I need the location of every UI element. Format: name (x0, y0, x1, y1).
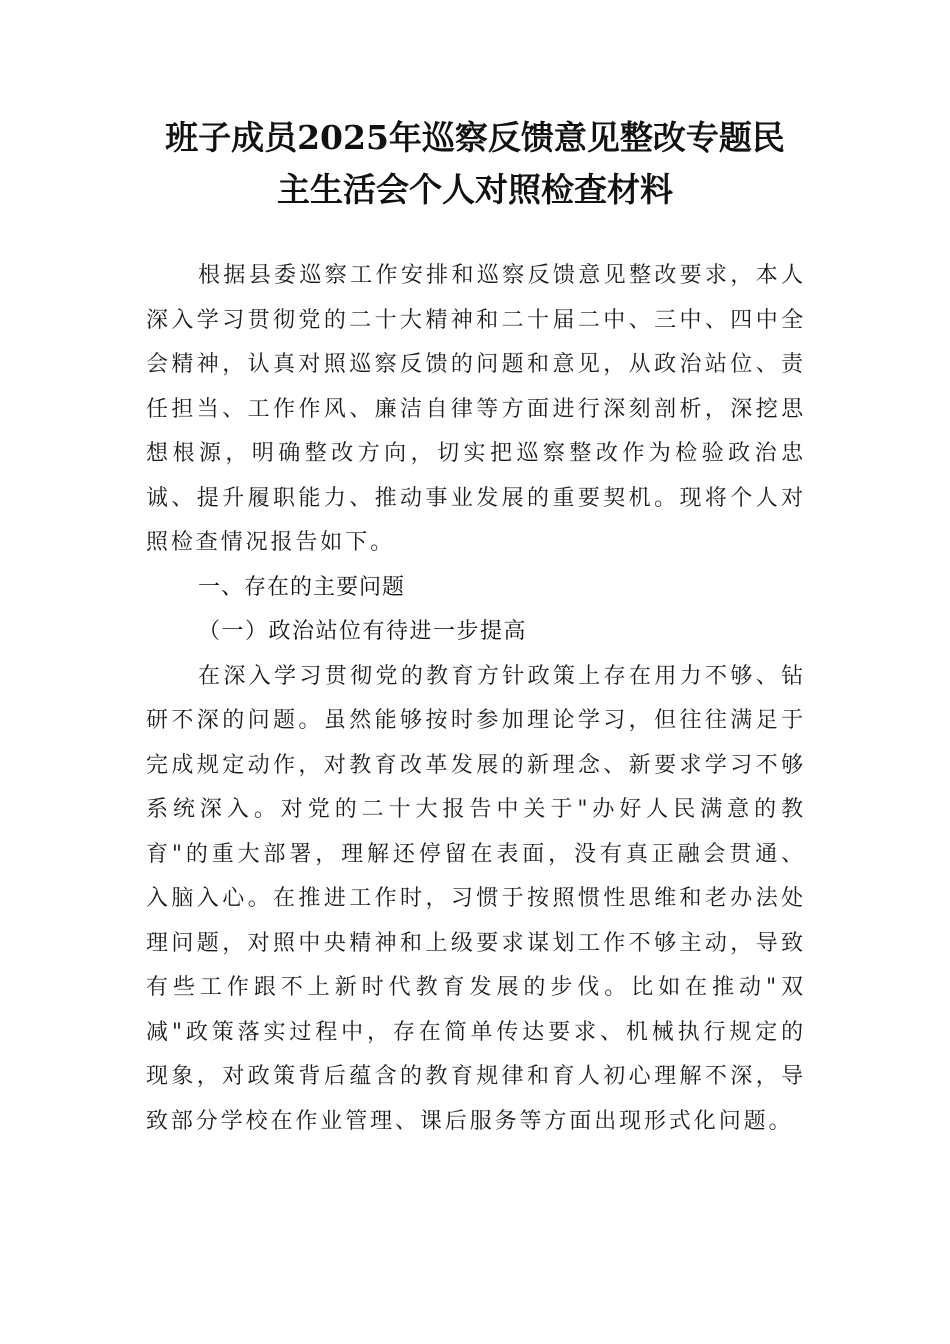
subsection-paragraph: 在深入学习贯彻党的教育方针政策上存在用力不够、钻研不深的问题。虽然能够按时参加理论学习，但往往满足于完成规定动作，对教育改革发展的新理念、新要求学习不够系统深入。对党的二十大报告中关于"办好人民满意的教育"的重大部署，理解还停留在表面，没有真正融会贯通、入脑入心。在推进工作时，习惯于按照惯性思维和老办法处理问题，对照中央精神和上级要求谋划工作不够主动，导致有些工作跟不上新时代教育发展的步伐。比如在推动"双减"政策落实过程中，存在简单传达要求、机械执行规定的现象，对政策背后蕴含的教育规律和育人初心理解不深，导致部分学校在作业管理、课后服务等方面出现形式化问题。 (146, 663, 806, 1134)
subsection-heading-political-stance: （一）政治站位有待进一步提高 (198, 619, 528, 644)
intro-paragraph: 根据县委巡察工作安排和巡察反馈意见整改要求，本人深入学习贯彻党的二十大精神和二十届二中、三中、四中全会精神，认真对照巡察反馈的问题和意见，从政治站位、责任担当、工作作风、廉洁自律等方面进行深刻剖析，深挖思想根源，明确整改方向，切实把巡察整改作为检验政治忠诚、提升履职能力、推动事业发展的重要契机。现将个人对照检查情况报告如下。 (146, 263, 806, 555)
title-line-1: 班子成员2025年巡察反馈意见整改专题民 (165, 118, 785, 157)
document-body (146, 254, 806, 1144)
document-title (140, 112, 810, 216)
section-heading-problems: 一、存在的主要问题 (198, 574, 406, 600)
title-line-2: 主生活会个人对照检查材料 (277, 170, 673, 209)
